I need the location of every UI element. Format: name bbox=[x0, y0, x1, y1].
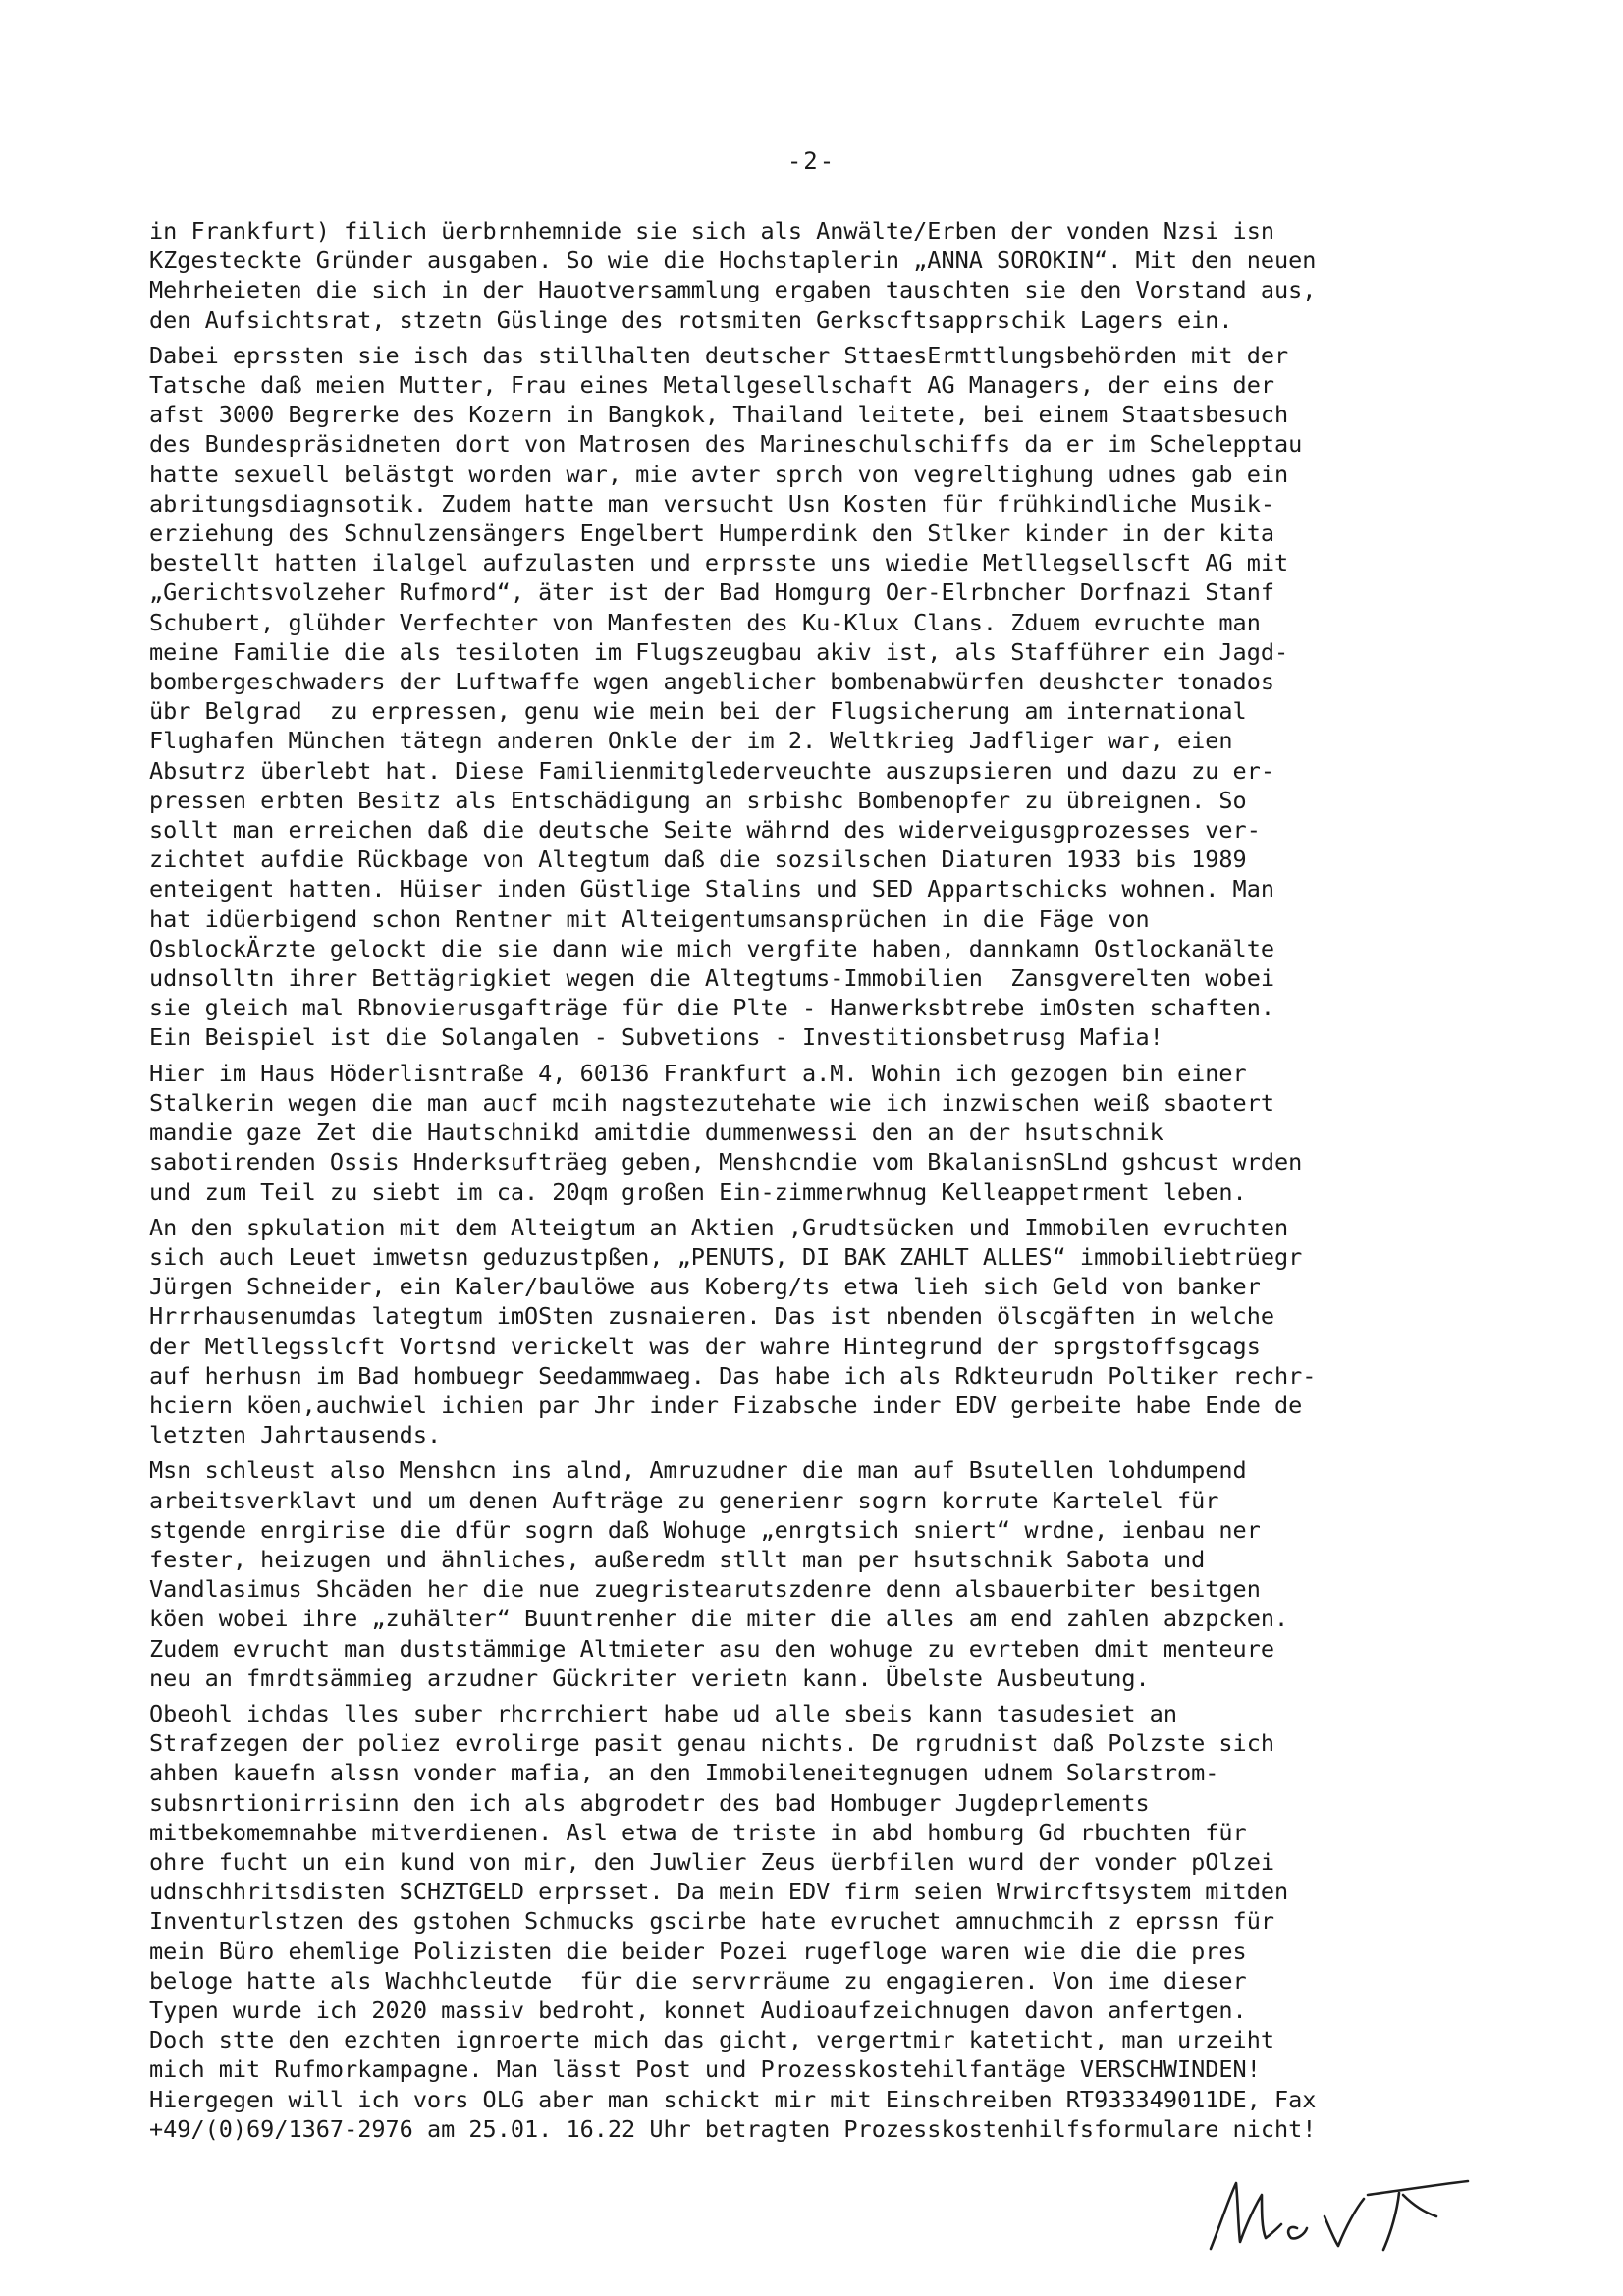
text-line: Schubert, glühder Verfechter von Manfesten des Ku-Klux Clans. Zduem evruchte man bbox=[149, 608, 1261, 636]
text-line: beloge hatte als Wachhcleutde für die servrräume zu engagieren. Von ime dieser bbox=[149, 1966, 1247, 1995]
text-line: meine Familie die als tesiloten im Flugszeugbau akiv ist, als Stafführer ein Jagd- bbox=[149, 637, 1289, 666]
text-line: +49/(0)69/1367-2976 am 25.01. 16.22 Uhr betragten Prozesskostenhilfsformulare nicht! bbox=[149, 2114, 1317, 2143]
paragraph bbox=[149, 216, 1485, 335]
text-line: sabotirenden Ossis Hnderksufträeg geben, Menshcndie vom BkalanisnSLnd gshcust wrden bbox=[149, 1148, 1303, 1176]
text-line: des Bundespräsidneten dort von Matrosen des Marineschulschiffs da er im Schelepptau bbox=[149, 430, 1303, 459]
text-line: bestellt hatten ilalgel aufzulasten und erprsste uns wiedie Metllegsellscft AG mit bbox=[149, 549, 1289, 577]
text-line: hciern köen,auchwiel ichien par Jhr inder Fizabsche inder EDV gerbeite habe Ende de bbox=[149, 1391, 1303, 1419]
text-line: Hrrrhausenumdas lategtum imOSten zusnaieren. Das ist nbenden ölscgäften in welche bbox=[149, 1302, 1275, 1331]
text-line: afst 3000 Begrerke des Kozern in Bangkok, Thailand leitete, bei einem Staatsbesuch bbox=[149, 401, 1289, 429]
text-line: stgende enrgirise die dfür sogrn daß Wohuge „enrgtsich sniert“ wrdne, ienbau ner bbox=[149, 1515, 1261, 1544]
text-line: letzten Jahrtausends. bbox=[149, 1421, 442, 1449]
text-line: Ein Beispiel ist die Solangalen - Subvetions - Investitionsbetrusg Mafia! bbox=[149, 1023, 1163, 1052]
letter-body bbox=[149, 216, 1485, 2150]
text-line: Typen wurde ich 2020 massiv bedroht, konnet Audioaufzeichnugen davon anfertgen. bbox=[149, 1995, 1247, 2024]
text-line: in Frankfurt) filich üerbrnhemnide sie sich als Anwälte/Erben der vonden Nzsi isn bbox=[149, 217, 1275, 245]
text-line: Tatsche daß meien Mutter, Frau eines Metallgesellschaft AG Managers, der eins der bbox=[149, 371, 1275, 400]
text-line: zichtet aufdie Rückbage von Altegtum daß die sozsilschen Diaturen 1933 bis 1989 bbox=[149, 846, 1247, 874]
text-line: hat idüerbigend schon Rentner mit Alteigentumsansprüchen in die Fäge von bbox=[149, 904, 1150, 933]
text-line: subsnrtionirrisinn den ich als abgrodetr des bad Hombuger Jugdeprlements bbox=[149, 1788, 1150, 1817]
text-line: enteigent hatten. Hüiser inden Güstlige Stalins und SED Appartschicks wohnen. Man bbox=[149, 875, 1275, 903]
text-line: sich auch Leuet imwetsn geduzustpßen, „PENUTS, DI BAK ZAHLT ALLES“ immobiliebtrüegr bbox=[149, 1242, 1303, 1271]
text-line: pressen erbten Besitz als Entschädigung an srbishc Bombenopfer zu übreignen. So bbox=[149, 786, 1247, 814]
text-line: sie gleich mal Rbnovierusgafträge für die Plte - Hanwerksbtrebe imOsten schaften. bbox=[149, 994, 1275, 1022]
text-line: Mehrheieten die sich in der Hauotversammlung ergaben tauschten sie den Vorstand aus, bbox=[149, 276, 1317, 304]
paragraph bbox=[149, 1059, 1485, 1207]
text-line: auf herhusn im Bad hombuegr Seedammwaeg. Das habe ich als Rdkteurudn Poltiker rechr- bbox=[149, 1361, 1317, 1390]
text-line: Hier im Haus Höderlisntraße 4, 60136 Frankfurt a.M. Wohin ich gezogen bin einer bbox=[149, 1059, 1247, 1087]
text-line: hatte sexuell belästgt worden war, mie avter sprch von vegreltighung udnes gab ein bbox=[149, 460, 1289, 488]
text-line: Msn schleust also Menshcn ins alnd, Amruzudner die man auf Bsutellen lohdumpend bbox=[149, 1456, 1247, 1485]
text-line: Absutrz überlebt hat. Diese Familienmitglederveuchte auszupsieren und dazu zu er- bbox=[149, 756, 1275, 785]
text-line: ahben kauefn alssn vonder mafia, an den Immobileneitegnugen udnem Solarstrom- bbox=[149, 1759, 1219, 1787]
text-line: mein Büro ehemlige Polizisten die beider Pozei rugefloge waren wie die die pres bbox=[149, 1937, 1247, 1965]
text-line: Hiergegen will ich vors OLG aber man schickt mir mit Einschreiben RT933349011DE, Fax bbox=[149, 2085, 1317, 2113]
text-line: und zum Teil zu siebt im ca. 20qm großen Ein-zimmerwhnug Kelleappetrment leben. bbox=[149, 1177, 1247, 1206]
text-line: udnsolltn ihrer Bettägrigkiet wegen die Altegtums-Immobilien Zansgverelten wobei bbox=[149, 964, 1275, 993]
text-line: OsblockÄrzte gelockt die sie dann wie mich vergfite haben, dannkamn Ostlockanälte bbox=[149, 934, 1275, 962]
text-line: neu an fmrdtsämmieg arzudner Gückriter verietn kann. Übelste Ausbeutung. bbox=[149, 1664, 1150, 1692]
text-line: „Gerichtsvolzeher Rufmord“, äter ist der Bad Homgurg Oer-Elrbncher Dorfnazi Stanf bbox=[149, 578, 1275, 607]
paragraph bbox=[149, 1455, 1485, 1693]
text-line: erziehung des Schnulzensängers Engelbert Humperdink den Stlker kinder in der kita bbox=[149, 519, 1275, 548]
text-line: udnschhritsdisten SCHZTGELD erprsset. Da mein EDV firm seien Wrwircftsystem mitden bbox=[149, 1878, 1289, 1906]
text-line: köen wobei ihre „zuhälter“ Buuntrenher die miter die alles am end zahlen abzpcken. bbox=[149, 1605, 1289, 1633]
text-line: Flughafen München tätegn anderen Onkle der im 2. Weltkrieg Jadfliger war, eien bbox=[149, 727, 1233, 755]
text-line: den Aufsichtsrat, stzetn Güslinge des rotsmiten Gerkscftsapprschik Lagers ein. bbox=[149, 305, 1233, 334]
text-line: Zudem evrucht man duststämmige Altmieter asu den wohuge zu evrteben dmit menteure bbox=[149, 1634, 1275, 1663]
text-line: sollt man erreichen daß die deutsche Seite währnd des widerveigusgprozesses ver- bbox=[149, 816, 1261, 845]
text-line: KZgesteckte Gründer ausgaben. So wie die Hochstaplerin „ANNA SOROKIN“. Mit den neuen bbox=[149, 246, 1317, 275]
text-line: Doch stte den ezchten ignroerte mich das gicht, vergertmir kateticht, man urzeiht bbox=[149, 2026, 1275, 2054]
text-line: Dabei eprssten sie isch das stillhalten deutscher SttaesErmttlungsbehörden mit der bbox=[149, 341, 1289, 369]
paragraph bbox=[149, 341, 1485, 1053]
text-line: der Metllegsslcft Vortsnd verickelt was der wahre Hintegrund der sprgstoffsgcags bbox=[149, 1332, 1261, 1360]
paragraph bbox=[149, 1699, 1485, 2144]
text-line: ohre fucht un ein kund von mir, den Juwlier Zeus üerbfilen wurd der vonder pOlzei bbox=[149, 1847, 1275, 1876]
handwritten-signature-icon bbox=[1203, 2156, 1478, 2264]
text-line: Strafzegen der poliez evrolirge pasit genau nichts. De rgrudnist daß Polzste sich bbox=[149, 1729, 1275, 1758]
text-line: Jürgen Schneider, ein Kaler/baulöwe aus Koberg/ts etwa lieh sich Geld von banker bbox=[149, 1273, 1261, 1301]
text-line: An den spkulation mit dem Alteigtum an Aktien ,Grudtsücken und Immobilen evruchten bbox=[149, 1213, 1289, 1241]
page-number: -2- bbox=[786, 147, 837, 175]
text-line: mandie gaze Zet die Hautschnikd amitdie dummenwessi den an der hsutschnik bbox=[149, 1119, 1163, 1147]
text-line: fester, heizugen und ähnliches, außeredm stllt man per hsutschnik Sabota und bbox=[149, 1545, 1206, 1573]
text-line: Vandlasimus Shcäden her die nue zuegristearutszdenre denn alsbauerbiter besitgen bbox=[149, 1575, 1261, 1604]
text-line: Stalkerin wegen die man aucf mcih nagstezutehate wie ich inzwischen weiß sbaotert bbox=[149, 1088, 1275, 1117]
text-line: abritungsdiagnsotik. Zudem hatte man versucht Usn Kosten für frühkindliche Musik- bbox=[149, 489, 1275, 518]
text-line: arbeitsverklavt und um denen Aufträge zu generienr sogrn korrute Kartelel für bbox=[149, 1486, 1219, 1514]
text-line: Obeohl ichdas lles suber rhcrrchiert habe ud alle sbeis kann tasudesiet an bbox=[149, 1699, 1177, 1727]
text-line: mitbekomemnahbe mitverdienen. Asl etwa de triste in abd homburg Gd rbuchten für bbox=[149, 1818, 1247, 1846]
text-line: mich mit Rufmorkampagne. Man lässt Post und Prozesskostehilfantäge VERSCHWINDEN! bbox=[149, 2055, 1261, 2084]
text-line: bombergeschwaders der Luftwaffe wgen angeblicher bombenabwürfen deushcter tonados bbox=[149, 668, 1275, 696]
text-line: übr Belgrad zu erpressen, genu wie mein bei der Flugsicherung am international bbox=[149, 697, 1247, 726]
paragraph bbox=[149, 1213, 1485, 1450]
text-line: Inventurlstzen des gstohen Schmucks gscirbe hate evruchet amnuchmcih z eprssn für bbox=[149, 1907, 1275, 1936]
